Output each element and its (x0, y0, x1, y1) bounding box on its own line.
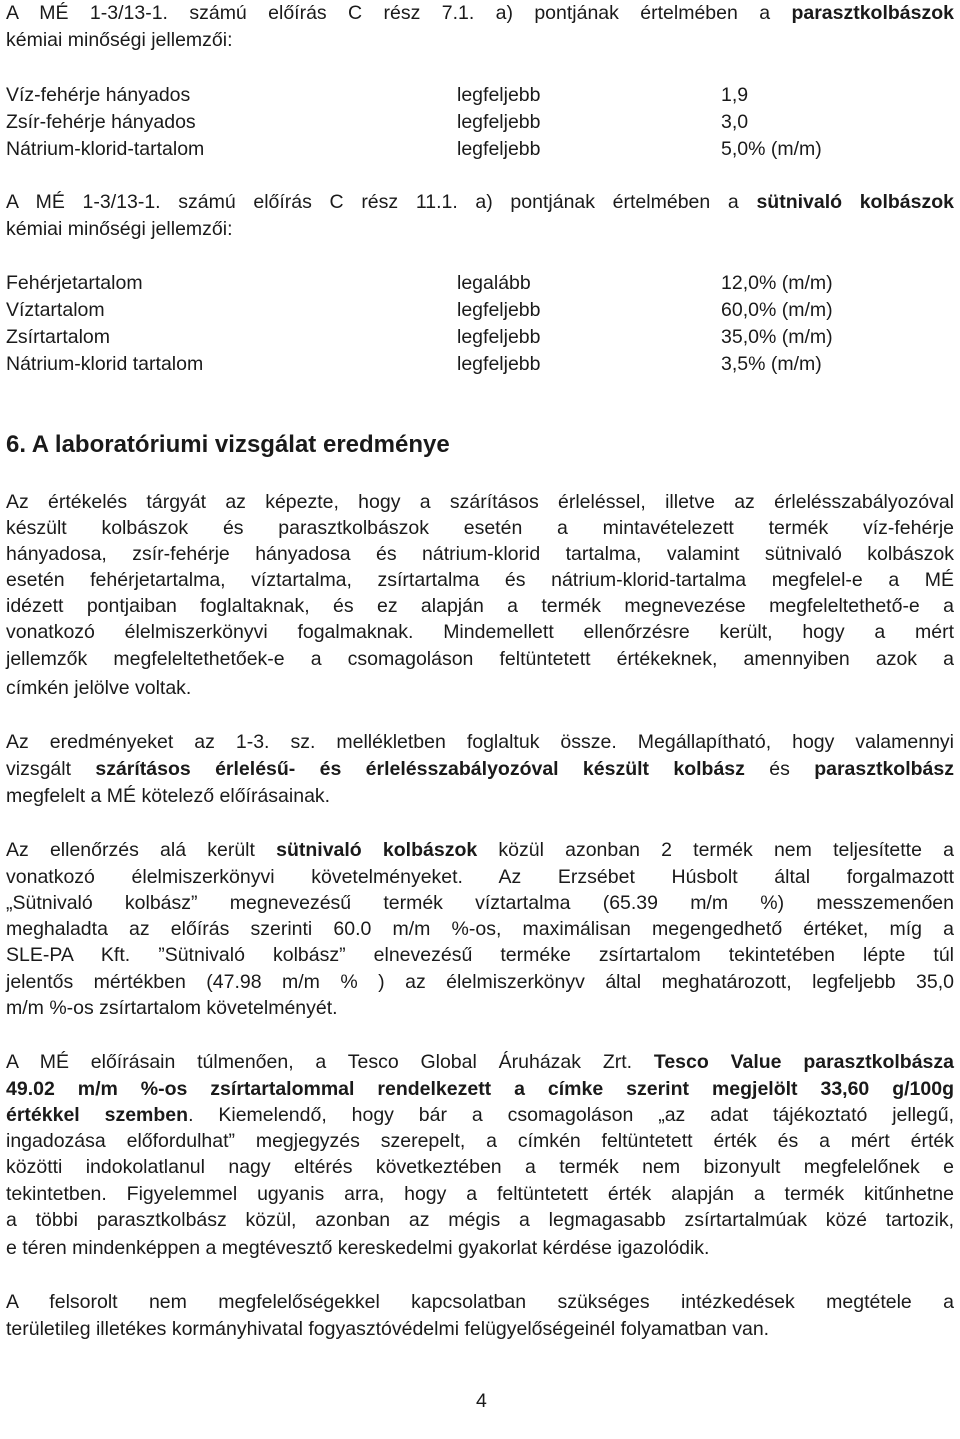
paragraph-line: megfelelt a MÉ kötelező előírásainak. (6, 785, 331, 807)
requirement-mode: legalább (457, 272, 531, 294)
requirement-value: 3,0 (721, 111, 749, 133)
paragraph-line (6, 757, 954, 781)
paragraph-line: jelentős mértékben (47.98 m/m % ) az élelmiszerkönyv által meghatározott, legfeljebb 35,0 (6, 971, 954, 993)
requirement-value: 1,9 (721, 84, 749, 106)
section2-intro-text: A MÉ 1-3/13-1. számú előírás C rész 11.1. a) pontjának értelmében a (6, 191, 757, 213)
paragraph-line: vonatkozó élelmiszerkönyvi követelményeket. Az Erzsébet Húsbolt által forgalmazott (6, 866, 954, 888)
paragraph-line (6, 838, 954, 862)
requirement-mode: legfeljebb (457, 326, 541, 348)
section2-intro-line (6, 190, 954, 214)
bold-span: szárításos érlelésű- és érlelésszabályozóval készült kolbász (95, 758, 745, 780)
bold-span: értékkel szemben (6, 1104, 189, 1126)
paragraph-line: idézett pontjaiban foglaltaknak, és ez alapján a termék megnevezése megfeleltethető-e a (6, 595, 954, 617)
paragraph-line: 49.02 m/m %-os zsírtartalommal rendelkezett a címke szerint megjelölt 33,60 g/100g (6, 1078, 954, 1100)
paragraph-line: a többi parasztkolbász közül, azonban az mégis a legmagasabb zsírtartalmúak közé tartozik, (6, 1209, 954, 1231)
bold-span: Tesco Value parasztkolbásza (653, 1051, 954, 1073)
requirement-value: 60,0% (m/m) (721, 299, 833, 321)
bold-span: sütnivaló kolbászok (276, 839, 478, 861)
paragraph-line: hányadosa, zsír-fehérje hányadosa és nátrium-klorid tartalma, valamint sütnivaló kolbászok (6, 543, 954, 565)
requirement-row (6, 352, 954, 376)
requirement-name: Zsírtartalom (6, 326, 111, 348)
requirement-mode: legfeljebb (457, 111, 541, 133)
paragraph-line: Az eredményeket az 1-3. sz. mellékletben foglaltuk össze. Megállapítható, hogy valamennyi (6, 731, 954, 753)
requirement-mode: legfeljebb (457, 299, 541, 321)
requirement-row (6, 271, 954, 295)
requirement-row (6, 137, 954, 161)
requirement-value: 3,5% (m/m) (721, 353, 822, 375)
requirement-name: Nátrium-klorid tartalom (6, 353, 204, 375)
paragraph-line (6, 1050, 954, 1074)
section2-product-bold: sütnivaló kolbászok (756, 191, 954, 213)
requirement-value: 35,0% (m/m) (721, 326, 833, 348)
paragraph-line: közötti indokolatlanul nagy eltérés következtében a termék nem bizonyult megfelelőnek e (6, 1156, 954, 1178)
page-number: 4 (476, 1390, 487, 1412)
requirement-row (6, 83, 954, 107)
requirement-name: Nátrium-klorid-tartalom (6, 138, 205, 160)
requirement-row (6, 298, 954, 322)
bold-span: parasztkolbász (814, 758, 954, 780)
text-span: és (744, 758, 815, 780)
section1-intro-line-2: kémiai minőségi jellemzői: (6, 29, 233, 51)
paragraph-line: ingadozása előfordulhat” megjegyzés szerepelt, a címkén feltüntetett érték és a mért érték (6, 1130, 954, 1152)
paragraph-line: meghaladta az előírás szerinti 60.0 m/m %-os, maximálisan megengedhető értéket, míg a (6, 918, 954, 940)
paragraph-line (6, 1103, 954, 1127)
section2-intro-line-2: kémiai minőségi jellemzői: (6, 218, 233, 240)
paragraph-line: vonatkozó élelmiszerkönyvi fogalmaknak. Mindemellett ellenőrzésre került, hogy a mért (6, 621, 954, 643)
paragraph-line: m/m %-os zsírtartalom követelményét. (6, 997, 338, 1019)
requirement-mode: legfeljebb (457, 138, 541, 160)
text-span: . Kiemelendő, hogy bár a csomagoláson „az adat tájékoztató jellegű, (188, 1104, 955, 1126)
paragraph-line: e téren mindenképpen a megtévesztő kereskedelmi gyakorlat kérdése igazolódik. (6, 1237, 710, 1259)
paragraph-line: SLE-PA Kft. ”Sütnivaló kolbász” elnevezésű terméke zsírtartalom tekintetében lépte túl (6, 944, 954, 966)
requirement-mode: legfeljebb (457, 84, 541, 106)
paragraph-line: Az értékelés tárgyát az képezte, hogy a szárításos érleléssel, illetve az érlelésszabályozóval (6, 491, 954, 513)
requirement-name: Víztartalom (6, 299, 105, 321)
paragraph-line: tekintetben. Figyelemmel ugyanis arra, hogy a feltüntetett érték alapján a termék kitűnhetne (6, 1183, 954, 1205)
requirement-value: 5,0% (m/m) (721, 138, 822, 160)
text-span: vizsgált (6, 758, 96, 780)
text-span: közül azonban 2 termék nem teljesítette a (477, 839, 954, 861)
paragraph-line: esetén fehérjetartalma, víztartalma, zsírtartalma és nátrium-klorid-tartalma megfelel-e a MÉ (6, 569, 954, 591)
requirement-name: Zsír-fehérje hányados (6, 111, 196, 133)
requirement-name: Víz-fehérje hányados (6, 84, 191, 106)
requirement-name: Fehérjetartalom (6, 272, 143, 294)
requirement-mode: legfeljebb (457, 353, 541, 375)
section1-intro-text: A MÉ 1-3/13-1. számú előírás C rész 7.1. a) pontjának értelmében a (6, 2, 792, 24)
section1-intro-line (6, 1, 954, 25)
paragraph-line: készült kolbászok és parasztkolbászok esetén a mintavételezett termék víz-fehérje (6, 517, 954, 539)
paragraph-line: területileg illetékes kormányhivatal fogyasztóvédelmi felügyelőségeinél folyamatban van. (6, 1318, 770, 1340)
paragraph-line: jellemzők megfeleltethetőek-e a csomagoláson feltüntetett értékeknek, amennyiben azok a (6, 648, 954, 670)
section1-product-bold: parasztkolbászok (791, 2, 954, 24)
paragraph-line: címkén jelölve voltak. (6, 677, 192, 699)
paragraph-line: „Sütnivaló kolbász” megnevezésű termék víztartalma (65.39 m/m %) messzemenően (6, 892, 954, 914)
text-span: A MÉ előírásain túlmenően, a Tesco Global Áruházak Zrt. (6, 1051, 654, 1073)
text-span: Az ellenőrzés alá került (6, 839, 277, 861)
requirement-row (6, 325, 954, 349)
section-heading: 6. A laboratóriumi vizsgálat eredménye (6, 431, 450, 458)
requirement-row (6, 110, 954, 134)
paragraph-line: A felsorolt nem megfelelőségekkel kapcsolatban szükséges intézkedések megtétele a (6, 1291, 954, 1313)
requirement-value: 12,0% (m/m) (721, 272, 833, 294)
